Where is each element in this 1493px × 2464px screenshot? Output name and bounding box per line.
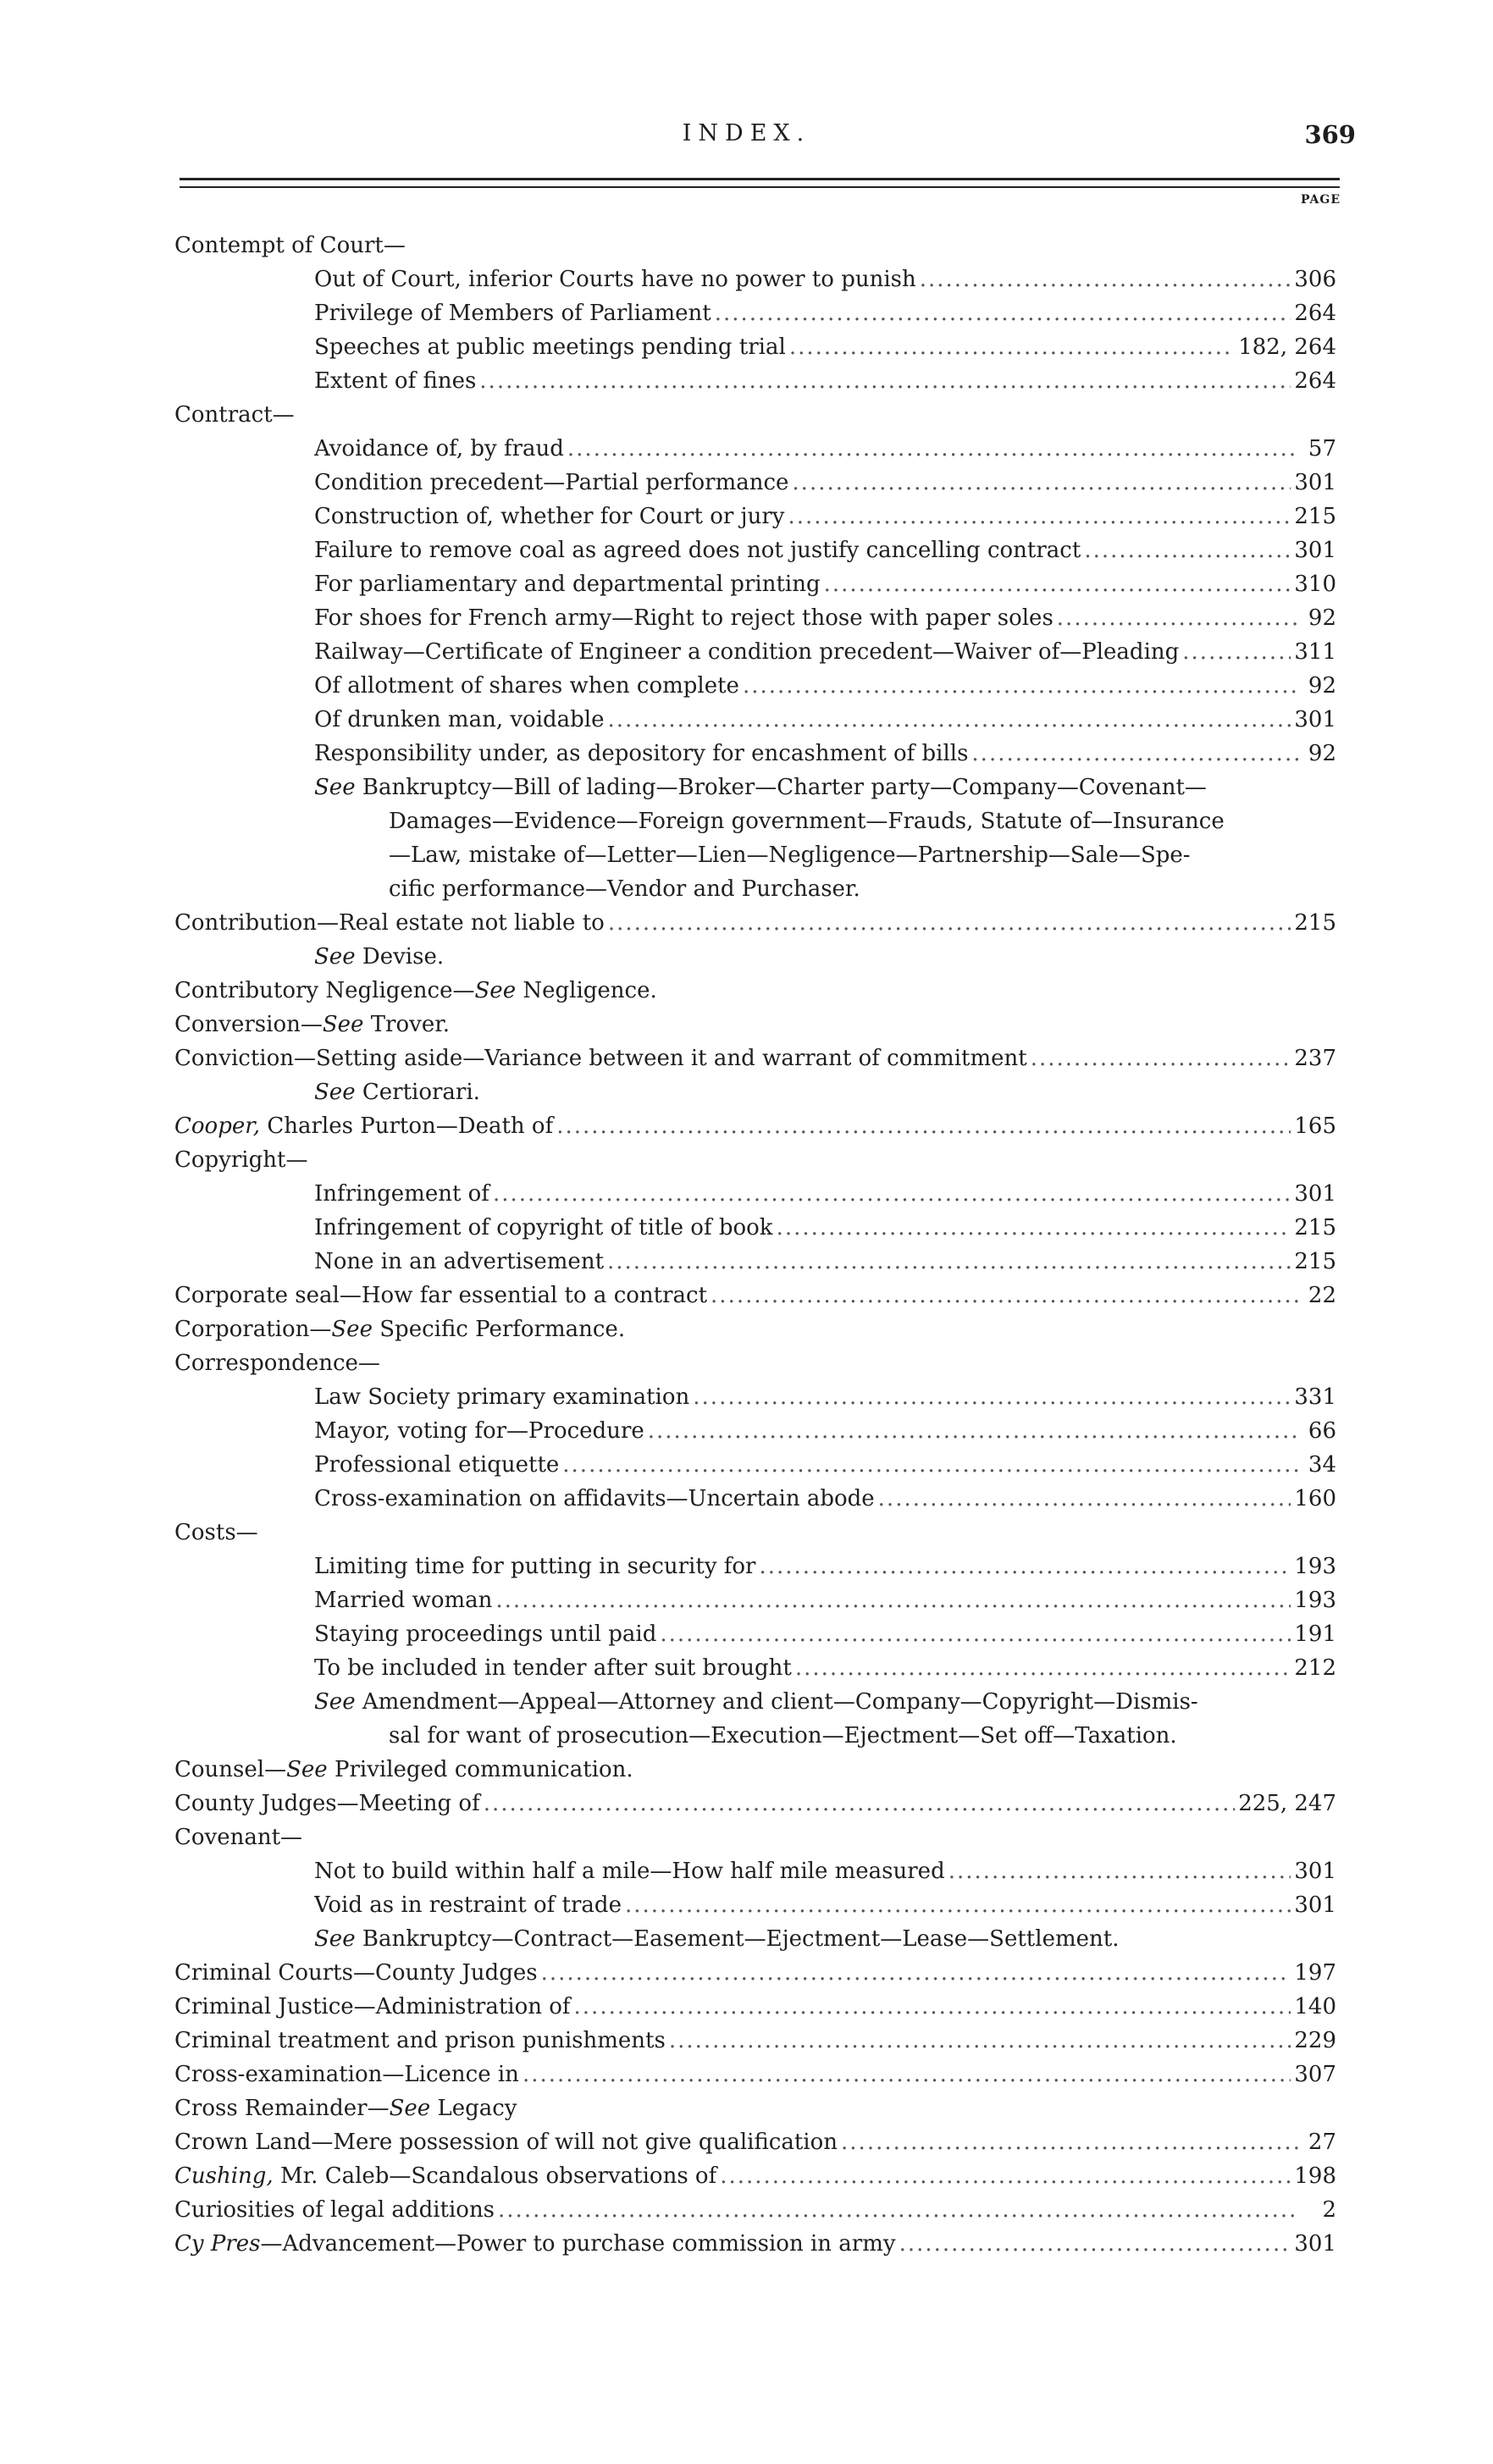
- index-entry: [314, 364, 1336, 398]
- entry-text: Mayor, voting for—Procedure: [314, 1418, 644, 1444]
- index-heading: [174, 1143, 1336, 1177]
- entry-page: 197: [1294, 1960, 1336, 1986]
- continuation-line: [389, 872, 1277, 906]
- entry-text: Contributory Negligence—: [174, 978, 475, 1003]
- entry-page: 311: [1294, 639, 1336, 665]
- index-entry: [174, 2159, 1336, 2193]
- dot-leader: [777, 1211, 1291, 1245]
- entry-text: Of drunken man, voidable: [314, 707, 605, 732]
- entry-page: 264: [1294, 301, 1336, 326]
- entry-page: 191: [1294, 1621, 1336, 1647]
- entry-target: Trover.: [370, 1012, 451, 1037]
- dot-leader: [878, 1482, 1291, 1516]
- entry-text: Out of Court, inferior Courts have no power to punish: [314, 267, 916, 292]
- entry-page: 215: [1294, 1215, 1336, 1240]
- entry-text: None in an advertisement: [314, 1249, 605, 1274]
- dot-leader: [562, 1448, 1299, 1482]
- index-entry: [314, 330, 1336, 364]
- entry-italic: Cushing,: [174, 2163, 274, 2189]
- entry-text: Corporate seal—How far essential to a contract: [174, 1283, 708, 1308]
- index-entry: [174, 1753, 1336, 1787]
- index-entry: [314, 466, 1336, 500]
- entry-text: Criminal Courts—County Judges: [174, 1960, 538, 1986]
- entry-text: Costs—: [174, 1520, 258, 1545]
- see-reference: [314, 940, 1336, 974]
- index-entry: [174, 974, 1336, 1008]
- entry-page: 198: [1294, 2163, 1336, 2189]
- entry-text: For parliamentary and departmental printing: [314, 572, 821, 597]
- entry-page: 237: [1294, 1046, 1336, 1071]
- entry-page: 66: [1308, 1418, 1336, 1444]
- entry-text: Devise.: [362, 944, 445, 970]
- dot-leader: [1084, 533, 1291, 567]
- entry-text: Counsel—: [174, 1757, 287, 1782]
- entry-target: Privileged communication.: [334, 1757, 633, 1782]
- see-label: See: [286, 1757, 328, 1782]
- entry-page: 2: [1322, 2197, 1336, 2223]
- index-entry: [174, 1008, 1336, 1041]
- dot-leader: [711, 1279, 1299, 1312]
- entry-target: Specific Performance.: [379, 1317, 626, 1342]
- entry-text: Bankruptcy—Bill of lading—Broker—Charter party—Company—Covenant—: [362, 775, 1207, 800]
- entry-text: Not to build within half a mile—How half mile measured: [314, 1859, 945, 1884]
- entry-text: For shoes for French army—Right to reject those with paper soles: [314, 605, 1053, 631]
- entry-page: 193: [1294, 1554, 1336, 1579]
- dot-leader: [495, 1583, 1291, 1617]
- entry-text: Curiosities of legal additions: [174, 2197, 495, 2223]
- index-entry: [314, 1414, 1336, 1448]
- index-entry: [314, 533, 1336, 567]
- entry-text: Conviction—Setting aside—Variance between it and warrant of commitment: [174, 1046, 1027, 1071]
- index-entry: [174, 1279, 1336, 1312]
- dot-leader: [1182, 635, 1291, 669]
- entry-target: Negligence.: [523, 978, 657, 1003]
- see-label: See: [314, 1080, 356, 1105]
- entry-page: 301: [1294, 538, 1336, 563]
- index-heading: [174, 229, 1336, 262]
- entry-text: sal for want of prosecution—Execution—Ejectment—Set off—Taxation.: [389, 1723, 1177, 1749]
- entry-text: Conversion—: [174, 1012, 323, 1037]
- entry-page: 215: [1294, 504, 1336, 529]
- index-entry: [174, 1041, 1336, 1075]
- entry-text: Avoidance of, by fraud: [314, 436, 564, 461]
- entry-page: 301: [1294, 470, 1336, 495]
- entry-page: 229: [1294, 2028, 1336, 2053]
- index-entry: [174, 1787, 1336, 1820]
- entry-page: 301: [1294, 1181, 1336, 1207]
- index-entry: [174, 1956, 1336, 1990]
- dot-leader: [720, 2159, 1291, 2193]
- dot-leader: [841, 2125, 1299, 2159]
- index-entry: [314, 1550, 1336, 1583]
- entry-page: 27: [1308, 2130, 1336, 2155]
- entry-page: 22: [1308, 1283, 1336, 1308]
- entry-text: Void as in restraint of trade: [314, 1892, 622, 1918]
- index-entry: [314, 262, 1336, 296]
- continuation-line: [389, 804, 1277, 838]
- entry-text: Condition precedent—Partial performance: [314, 470, 789, 495]
- header-rule-thin: [180, 186, 1340, 188]
- dot-leader: [567, 432, 1299, 466]
- index-entry: [314, 1583, 1336, 1617]
- dot-leader: [484, 1787, 1236, 1820]
- dot-leader: [715, 296, 1291, 330]
- entry-text: Cross-examination on affidavits—Uncertain abode: [314, 1486, 875, 1511]
- entry-page: 34: [1308, 1452, 1336, 1478]
- index-entry: [314, 669, 1336, 703]
- entry-text: Copyright—: [174, 1147, 308, 1173]
- dot-leader: [574, 1990, 1291, 2024]
- index-entry: [174, 2024, 1336, 2058]
- dot-leader: [795, 1651, 1291, 1685]
- entry-page: 301: [1294, 1859, 1336, 1884]
- index-entry: [314, 1617, 1336, 1651]
- page-column-label: PAGE: [1301, 193, 1341, 207]
- dot-leader: [693, 1380, 1291, 1414]
- entry-page: 301: [1294, 1892, 1336, 1918]
- dot-leader: [792, 466, 1291, 500]
- index-entry: [174, 2227, 1336, 2261]
- see-label: See: [322, 1012, 364, 1037]
- see-label: See: [389, 2096, 431, 2121]
- entry-text: Crown Land—Mere possession of will not give qualification: [174, 2130, 838, 2155]
- entry-text: Professional etiquette: [314, 1452, 560, 1478]
- index-entry: [174, 2193, 1336, 2227]
- dot-leader: [660, 1617, 1291, 1651]
- entry-text: Privilege of Members of Parliament: [314, 301, 711, 326]
- entry-page: 301: [1294, 707, 1336, 732]
- dot-leader: [493, 1177, 1291, 1211]
- page-number: 369: [1304, 120, 1356, 149]
- index-entry: [314, 737, 1336, 771]
- entry-text: To be included in tender after suit brought: [314, 1655, 792, 1681]
- entry-page: 140: [1294, 1994, 1336, 2019]
- entry-page: 160: [1294, 1486, 1336, 1511]
- entry-page: 307: [1294, 2062, 1336, 2087]
- see-label: See: [314, 944, 356, 970]
- continuation-line: [389, 1719, 1277, 1753]
- index-entry: [174, 1109, 1336, 1143]
- entry-page: 165: [1294, 1113, 1336, 1139]
- dot-leader: [743, 669, 1299, 703]
- entry-text: Cross Remainder—: [174, 2096, 390, 2121]
- entry-text: Amendment—Appeal—Attorney and client—Company—Copyright—Dismis-: [362, 1689, 1198, 1715]
- entry-text: Infringement of copyright of title of book: [314, 1215, 773, 1240]
- index-entry: [314, 1888, 1336, 1922]
- index-entry: [314, 567, 1336, 601]
- entry-text: Certiorari.: [362, 1080, 480, 1105]
- entry-page: 310: [1294, 572, 1336, 597]
- dot-leader: [523, 2058, 1291, 2091]
- dot-leader: [541, 1956, 1291, 1990]
- index-entry: [314, 1448, 1336, 1482]
- dot-leader: [607, 1245, 1291, 1279]
- entry-page: 92: [1308, 741, 1336, 766]
- dot-leader: [1031, 1041, 1291, 1075]
- entry-page: 212: [1294, 1655, 1336, 1681]
- index-entry: [174, 2058, 1336, 2091]
- entry-text: Married woman: [314, 1588, 493, 1613]
- see-label: See: [474, 978, 517, 1003]
- index-entry: [314, 1211, 1336, 1245]
- index-entry: [174, 1990, 1336, 2024]
- index-entry: [314, 1854, 1336, 1888]
- entry-page: 182, 264: [1238, 334, 1336, 360]
- entry-text: Cross-examination—Licence in: [174, 2062, 519, 2087]
- index-entry: [314, 1651, 1336, 1685]
- entry-text: Limiting time for putting in security for: [314, 1554, 756, 1579]
- entry-text: Staying proceedings until paid: [314, 1621, 657, 1647]
- dot-leader: [920, 262, 1291, 296]
- dot-leader: [824, 567, 1291, 601]
- page-title: INDEX.: [682, 120, 811, 146]
- entry-italic: Cy Pres: [174, 2231, 261, 2257]
- index-entry: [174, 1312, 1336, 1346]
- index-entry: [314, 1177, 1336, 1211]
- entry-page: 264: [1294, 368, 1336, 394]
- entry-text: Responsibility under, as depository for encashment of bills: [314, 741, 969, 766]
- dot-leader: [899, 2227, 1291, 2261]
- see-reference: [314, 1075, 1336, 1109]
- see-label: See: [314, 1926, 356, 1952]
- dot-leader: [608, 906, 1291, 940]
- see-label: See: [314, 1689, 356, 1715]
- dot-leader: [669, 2024, 1291, 2058]
- index-entry: [314, 1482, 1336, 1516]
- see-reference: [314, 771, 1336, 804]
- entry-text: Infringement of: [314, 1181, 489, 1207]
- entry-text: Correspondence—: [174, 1351, 380, 1376]
- entry-page: 331: [1294, 1384, 1336, 1410]
- entry-italic: Cooper,: [174, 1113, 261, 1139]
- index-entry: [314, 1380, 1336, 1414]
- entry-text: Charles Purton—Death of: [267, 1113, 554, 1139]
- entry-page: 215: [1294, 910, 1336, 936]
- index-entry: [314, 432, 1336, 466]
- entry-text: Speeches at public meetings pending trial: [314, 334, 786, 360]
- dot-leader: [789, 330, 1235, 364]
- index-entry: [314, 1245, 1336, 1279]
- entry-page: 92: [1308, 673, 1336, 699]
- entry-text: Contribution—Real estate not liable to: [174, 910, 605, 936]
- dot-leader: [648, 1414, 1299, 1448]
- index-heading: [174, 398, 1336, 432]
- entry-page: 225, 247: [1238, 1791, 1336, 1816]
- entry-text: Contempt of Court—: [174, 233, 406, 258]
- entry-text: —Advancement—Power to purchase commission in army: [260, 2231, 896, 2257]
- entry-page: 215: [1294, 1249, 1336, 1274]
- dot-leader: [1057, 601, 1299, 635]
- index-heading: [174, 1820, 1336, 1854]
- entry-page: 306: [1294, 267, 1336, 292]
- see-reference: [314, 1922, 1336, 1956]
- entry-text: Contract—: [174, 402, 295, 428]
- index-entry: [174, 2125, 1336, 2159]
- see-label: See: [314, 775, 356, 800]
- index-heading: [174, 1516, 1336, 1550]
- dot-leader: [948, 1854, 1291, 1888]
- entry-text: Corporation—: [174, 1317, 332, 1342]
- index-entry: [314, 500, 1336, 533]
- entry-text: Construction of, whether for Court or jury: [314, 504, 785, 529]
- entry-text: Mr. Caleb—Scandalous observations of: [279, 2163, 717, 2189]
- index-entry: [314, 635, 1336, 669]
- index-entry: [174, 906, 1336, 940]
- dot-leader: [498, 2193, 1299, 2227]
- dot-leader: [479, 364, 1291, 398]
- dot-leader: [608, 703, 1291, 737]
- see-reference: [314, 1685, 1336, 1719]
- entry-page: 301: [1294, 2231, 1336, 2257]
- entry-text: Damages—Evidence—Foreign government—Frauds, Statute of—Insurance: [389, 809, 1225, 834]
- index-entry: [314, 703, 1336, 737]
- index-entry: [314, 601, 1336, 635]
- see-label: See: [331, 1317, 373, 1342]
- index-heading: [174, 1346, 1336, 1380]
- entry-page: 57: [1308, 436, 1336, 461]
- dot-leader: [759, 1550, 1291, 1583]
- dot-leader: [556, 1109, 1291, 1143]
- entry-page: 92: [1308, 605, 1336, 631]
- entry-text: Bankruptcy—Contract—Easement—Ejectment—Lease—Settlement.: [362, 1926, 1120, 1952]
- entry-text: Railway—Certificate of Engineer a condition precedent—Waiver of—Pleading: [314, 639, 1180, 665]
- entry-text: County Judges—Meeting of: [174, 1791, 480, 1816]
- entry-text: Law Society primary examination: [314, 1384, 690, 1410]
- entry-text: Criminal Justice—Administration of: [174, 1994, 571, 2019]
- dot-leader: [971, 737, 1299, 771]
- entry-text: Criminal treatment and prison punishments: [174, 2028, 666, 2053]
- entry-text: Failure to remove coal as agreed does not justify cancelling contract: [314, 538, 1081, 563]
- header-rule: [180, 178, 1340, 180]
- entry-text: cific performance—Vendor and Purchaser.: [389, 876, 860, 902]
- entry-text: —Law, mistake of—Letter—Lien—Negligence—Partnership—Sale—Spe-: [389, 843, 1191, 868]
- entry-text: Extent of fines: [314, 368, 477, 394]
- entry-target: Legacy: [437, 2096, 517, 2121]
- index-entry: [314, 296, 1336, 330]
- dot-leader: [788, 500, 1291, 533]
- entry-text: Covenant—: [174, 1825, 303, 1850]
- index-entry: [174, 2091, 1336, 2125]
- dot-leader: [625, 1888, 1291, 1922]
- entry-text: Of allotment of shares when complete: [314, 673, 739, 699]
- continuation-line: [389, 838, 1277, 872]
- entry-page: 193: [1294, 1588, 1336, 1613]
